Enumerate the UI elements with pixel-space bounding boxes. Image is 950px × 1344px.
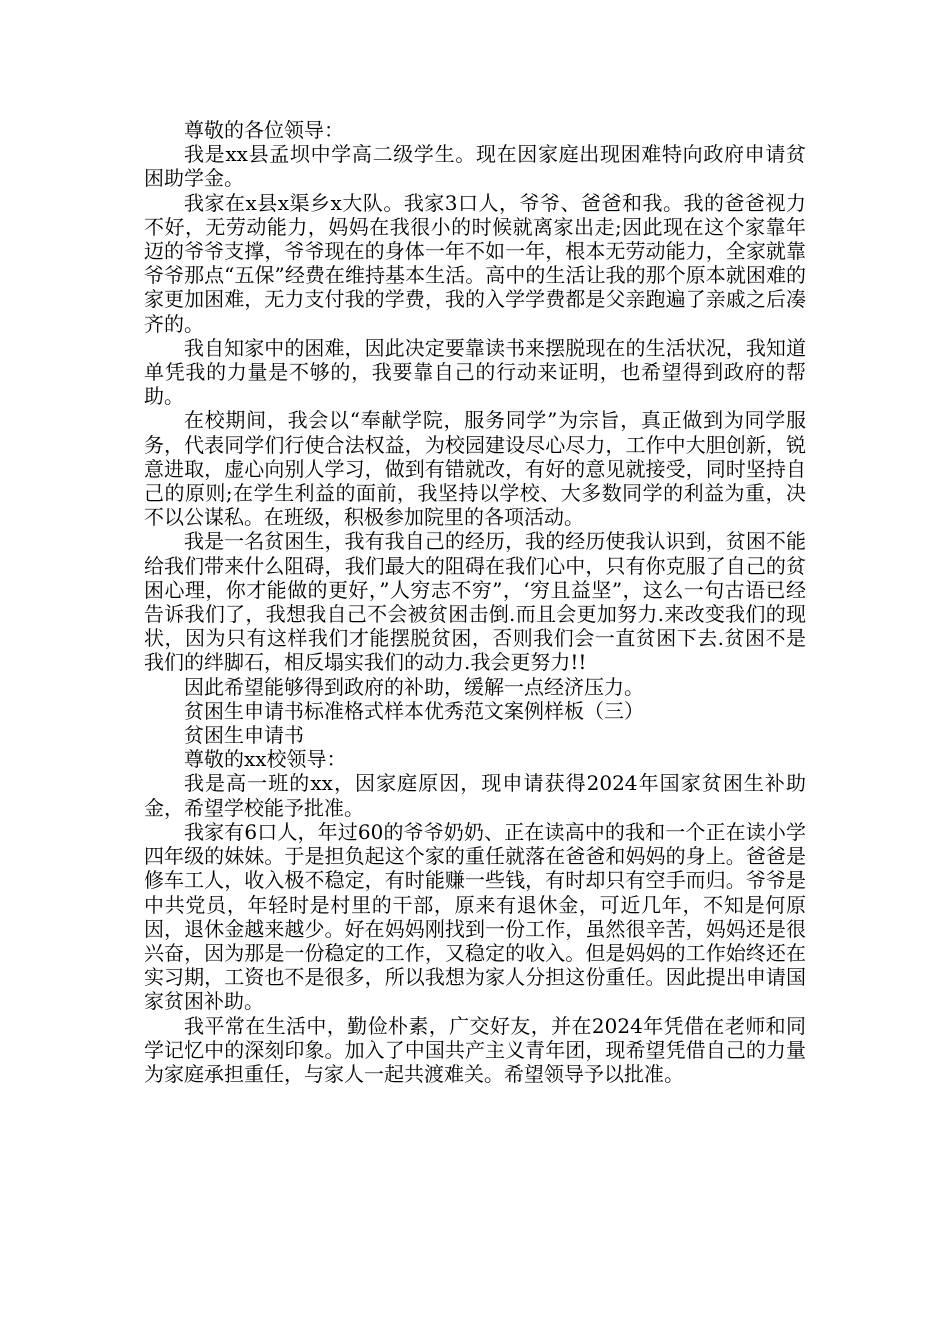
paragraph-school-conduct: 在校期间，我会以“奉献学院，服务同学”为宗旨，真正做到为同学服务，代表同学们行使合法权益，为校园建设尽心尽力，工作中大胆创新，锐意进取，虚心向别人学习，做到有错就改，有好的意见就接受，同时坚持自己的原则;在学生利益的面前，我坚持以学校、大多数同学的利益为重，决不以公谋私。在班级，积极参加院里的各项活动。 xyxy=(144,408,806,530)
paragraph-closing-1: 因此希望能够得到政府的补助，缓解一点经济压力。 xyxy=(184,674,644,699)
paragraph-family-1: 我家在x县x渠乡x大队。我家3口人，爷爷、爸爸和我。我的爸爸视力不好，无劳动能力，妈妈在我很小的时候就离家出走;因此现在这个家靠年迈的爷爷支撑，爷爷现在的身体一年不如一年，根本无劳动能力，全家就靠爷爷那点“五保”经费在维持基本生活。高中的生活让我的那个原本就困难的家更加困难，无力支付我的学费，我的入学学费都是父亲跑遍了亲戚之后凑齐的。 xyxy=(144,190,806,336)
salutation-2: 尊敬的xx校领导： xyxy=(184,747,347,772)
letter-title: 贫困生申请书 xyxy=(184,723,304,748)
salutation-1: 尊敬的各位领导： xyxy=(184,118,344,142)
paragraph-family-2: 我家有6口人，年过60的爷爷奶奶、正在读高中的我和一个正在读小学四年级的妹妹。于是担负起这个家的重任就落在爸爸和妈妈的身上。爸爸是修车工人，收入极不稳定，有时能赚一些钱，有时却只有空手而归。爷爷是中共党员，年轻时是村里的干部，原来有退休金，可近几年，不知是何原因，退休金越来越少。好在妈妈刚找到一份工作，虽然很辛苦，妈妈还是很兴奋，因为那是一份稳定的工作，又稳定的收入。但是妈妈的工作始终还在实习期，工资也不是很多，所以我想为家人分担这份重任。因此提出申请国家贫困补助。 xyxy=(144,819,806,1014)
paragraph-intro-1: 我是xx县孟坝中学高二级学生。现在因家庭出现困难特向政府申请贫困助学金。 xyxy=(144,142,806,191)
paragraph-closing-2: 我平常在生活中，勤俭朴素，广交好友，并在2024年凭借在老师和同学记忆中的深刻印象。加入了中国共产主义青年团，现希望凭借自己的力量为家庭承担重任，与家人一起共渡难关。希望领导予以批准。 xyxy=(144,1013,806,1086)
paragraph-poverty-reflection: 我是一名贫困生，我有我自己的经历，我的经历使我认识到，贫困不能给我们带来什么阻碍，我们最大的阻碍在我们心中，只有你克服了自己的贫困心理，你才能做的更好，”人穷志不穷”，‘穷且益坚”，这么一句古语已经告诉我们了，我想我自己不会被贫困击倒.而且会更加努力.来改变我们的现状，因为只有这样我们才能摆脱贫困，否则我们会一直贫困下去.贫困不是我们的绊脚石，相反塌实我们的动力.我会更努力!! xyxy=(144,529,806,675)
paragraph-determination: 我自知家中的困难，因此决定要靠读书来摆脱现在的生活状况，我知道单凭我的力量是不够的，我要靠自己的行动来证明，也希望得到政府的帮助。 xyxy=(144,335,806,409)
section-heading: 贫困生申请书标准格式样本优秀范文案例样板（三） xyxy=(184,698,644,723)
paragraph-intro-2: 我是高一班的xx，因家庭原因，现申请获得2024年国家贫困生补助金，希望学校能予批准。 xyxy=(144,771,806,820)
document-body xyxy=(144,118,806,1086)
